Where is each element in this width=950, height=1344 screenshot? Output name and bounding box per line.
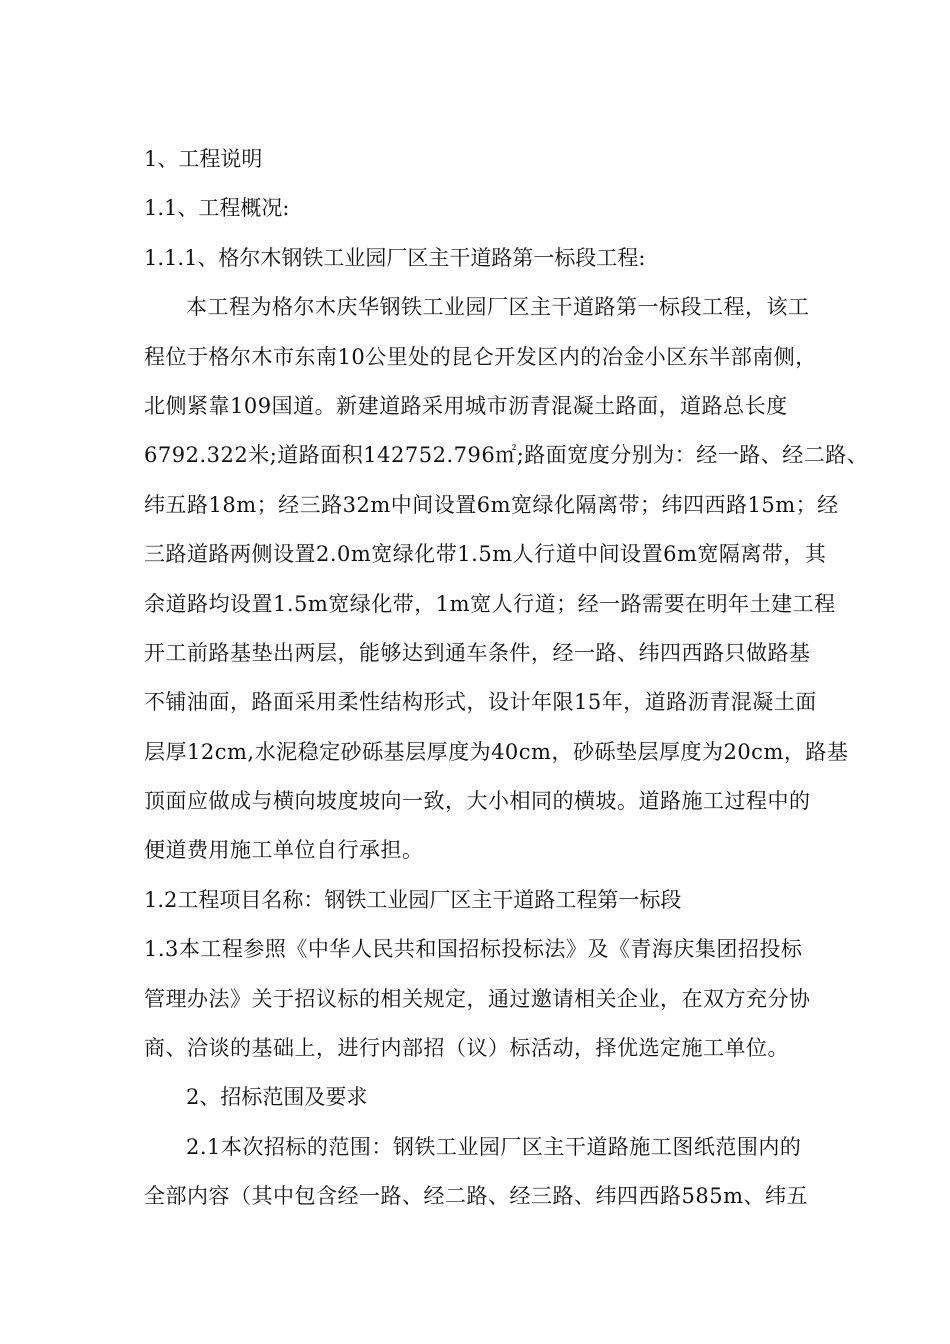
paragraph-line: 全部内容（其中包含经一路、经二路、经三路、纬四西路585m、纬五 [144, 1184, 808, 1209]
paragraph-line: 商、洽谈的基础上，进行内部招（议）标活动，择优选定施工单位。 [144, 1036, 789, 1061]
section-heading-1: 1、工程说明 [144, 147, 263, 171]
paragraph-line: 2.1本次招标的范围：钢铁工业园厂区主干道路施工图纸范围内的 [186, 1134, 802, 1159]
section-heading-1-1-1: 1.1.1、格尔木钢铁工业园厂区主干道路第一标段工程: [144, 245, 646, 270]
document-body [144, 135, 869, 1222]
paragraph-line: 6792.322米;道路面积142752.796㎡;路面宽度分别为：经一路、经二路、 [144, 443, 869, 468]
section-heading-1-1: 1.1、工程概况: [144, 196, 290, 221]
paragraph-line: 管理办法》关于招议标的相关规定，通过邀请相关企业，在双方充分协 [144, 986, 811, 1011]
paragraph-line: 不铺油面，路面采用柔性结构形式，设计年限15年，道路沥青混凝土面 [144, 690, 817, 715]
paragraph-line: 顶面应做成与横向坡度坡向一致，大小相同的横坡。道路施工过程中的 [144, 789, 811, 814]
paragraph-line: 三路道路两侧设置2.0m宽绿化带1.5m人行道中间设置6m宽隔离带，其 [144, 542, 827, 567]
paragraph-line: 纬五路18m；经三路32m中间设置6m宽绿化隔离带；纬四西路15m；经 [144, 492, 839, 517]
paragraph-project-overview [144, 283, 869, 876]
paragraph-line: 程位于格尔木市东南10公里处的昆仑开发区内的冶金小区东半部南侧， [144, 344, 817, 369]
paragraph-line: 余道路均设置1.5m宽绿化带，1m宽人行道；经一路需要在明年土建工程 [144, 591, 836, 616]
paragraph-section-1-3 [144, 925, 854, 1073]
section-heading-2: 2、招标范围及要求 [186, 1085, 368, 1110]
paragraph-line: 1.3本工程参照《中华人民共和国招标投标法》及《青海庆集团招投标 [144, 937, 803, 962]
paragraph-line: 开工前路基垫出两层，能够达到通车条件，经一路、纬四西路只做路基 [144, 640, 811, 665]
paragraph-line: 北侧紧靠109国道。新建道路采用城市沥青混凝土路面，道路总长度 [144, 393, 788, 418]
section-heading-1-2: 1.2工程项目名称：钢铁工业园厂区主干道路工程第一标段 [144, 887, 682, 912]
paragraph-line: 层厚12cm,水泥稳定砂砾基层厚度为40cm，砂砾垫层厚度为20cm，路基 [144, 739, 849, 764]
paragraph-section-2-1 [144, 1123, 854, 1222]
paragraph-line: 本工程为格尔木庆华钢铁工业园厂区主干道路第一标段工程，该工 [186, 295, 810, 320]
paragraph-line: 便道费用施工单位自行承担。 [144, 838, 424, 863]
